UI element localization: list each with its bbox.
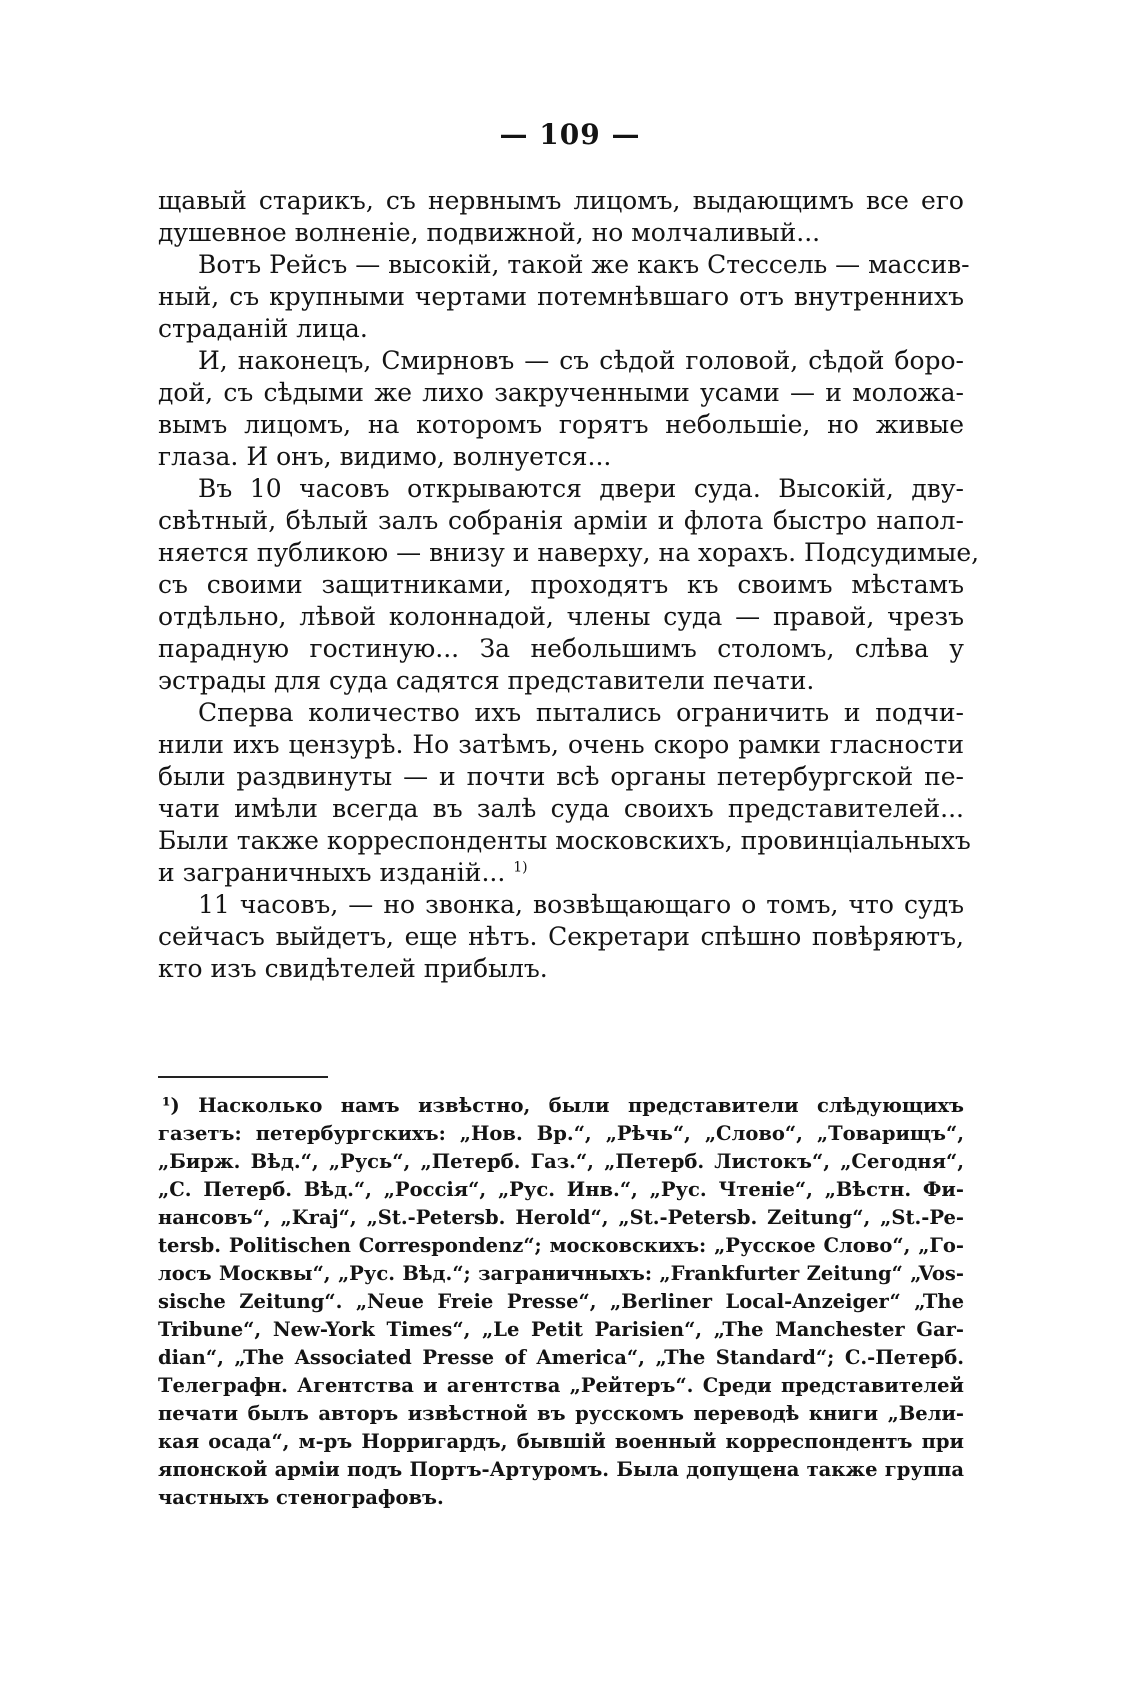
text-line: ный, съ крупными чертами потемнѣвшаго отъ внутреннихъ [158,282,964,311]
footnote-line: tersb. Politischen Correspondenz“; московскихъ: „Русское Слово“, „Го- [158,1234,964,1257]
footnote-line [158,1092,964,1120]
text-line: душевное волненіе, подвижной, но молчаливый... [158,218,821,247]
footnote-line: японской арміи подъ Портъ-Артуромъ. Была допущена также группа [158,1458,964,1481]
main-text [158,185,980,985]
footnote-line: dian“, „The Associated Presse of America“, „The Standard“; С.-Петерб. [158,1346,964,1369]
footnote-line: газетъ: петербургскихъ: „Нов. Вр.“, „Рѣчь“, „Слово“, „Товарищъ“, [158,1122,964,1145]
text-line: отдѣльно, лѣвой колоннадой, члены суда — правой, чрезъ [158,602,964,631]
footnote-line: sische Zeitung“. „Neue Freie Presse“, „Berliner Local-Anzeiger“ „The [158,1290,964,1313]
text-line: 11 часовъ, — но звонка, возвѣщающаго о томъ, что судъ [198,890,964,919]
footnote-line: печати былъ авторъ извѣстной въ русскомъ переводѣ книги „Вели- [158,1402,964,1425]
footnote-line: „Бирж. Вѣд.“, „Русь“, „Петерб. Газ.“, „Петерб. Листокъ“, „Сегодня“, [158,1150,964,1173]
footnote-marker: ¹) [162,1094,180,1117]
text-line: дой, съ сѣдыми же лихо закрученными усами — и моложа- [158,378,964,407]
text-line: Сперва количество ихъ пытались ограничить и подчи- [198,698,964,727]
text-line: съ своими защитниками, проходятъ къ своимъ мѣстамъ [158,570,964,599]
footnote-reference[interactable]: 1) [513,859,528,876]
text-line: свѣтный, бѣлый залъ собранія арміи и флота быстро напол- [158,506,964,535]
text-line: щавый старикъ, съ нервнымъ лицомъ, выдающимъ все его [158,186,964,215]
text-line: И, наконецъ, Смирновъ — съ сѣдой головой, сѣдой боро- [198,346,964,375]
text-line: чати имѣли всегда въ залѣ суда своихъ представителей... [158,794,964,823]
footnote-text: Насколько намъ извѣстно, были представители слѣдующихъ [198,1094,964,1117]
paragraph [158,345,964,473]
page-number: — 109 — [499,118,641,151]
text-line: Были также корреспонденты московскихъ, провинціальныхъ [158,826,971,855]
footnote-line: кая осада“, м-ръ Норригардъ, бывшій военный корреспондентъ при [158,1430,964,1453]
footnote-line: „С. Петерб. Вѣд.“, „Россія“, „Рус. Инв.“, „Рус. Чтеніе“, „Вѣстн. Фи- [158,1178,964,1201]
paragraph [158,249,970,345]
footnote-divider [158,1076,328,1078]
text-line: Вотъ Рейсъ — высокій, такой же какъ Стессель — массив- [198,250,970,279]
paragraph [158,473,980,697]
text-line: кто изъ свидѣтелей прибылъ. [158,954,548,983]
text-line: эстрады для суда садятся представители печати. [158,666,815,695]
footnote-line: нансовъ“, „Kraj“, „St.-Petersb. Herold“, „St.-Petersb. Zeitung“, „St.-Pe- [158,1206,964,1229]
paragraph [158,185,964,249]
text-line: сейчасъ выйдетъ, еще нѣтъ. Секретари спѣшно повѣряютъ, [158,922,964,951]
paragraph [158,889,964,985]
text-line: глаза. И онъ, видимо, волнуется... [158,442,612,471]
paragraph [158,697,971,889]
footnote-line: лосъ Москвы“, „Рус. Вѣд.“; заграничныхъ: „Frankfurter Zeitung“ „Vos- [158,1262,964,1285]
text-line-content: и заграничныхъ изданій... [158,858,506,887]
text-line: нили ихъ цензурѣ. Но затѣмъ, очень скоро рамки гласности [158,730,964,759]
text-line: парадную гостиную... За небольшимъ столомъ, слѣва у [158,634,964,663]
text-line: страданій лица. [158,314,368,343]
text-line: няется публикою — внизу и наверху, на хорахъ. Подсудимые, [158,538,980,567]
text-line: Въ 10 часовъ открываются двери суда. Высокій, дву- [198,474,964,503]
text-line [158,857,964,889]
footnote-line: Tribune“, New-York Times“, „Le Petit Parisien“, „The Manchester Gar- [158,1318,964,1341]
footnote-line: Телеграфн. Агентства и агентства „Рейтеръ“. Среди представителей [158,1374,964,1397]
footnote [158,1092,964,1512]
text-line: были раздвинуты — и почти всѣ органы петербургской пе- [158,762,964,791]
text-line: вымъ лицомъ, на которомъ горятъ небольшіе, но живые [158,410,964,439]
footnote-line: частныхъ стенографовъ. [158,1486,444,1509]
